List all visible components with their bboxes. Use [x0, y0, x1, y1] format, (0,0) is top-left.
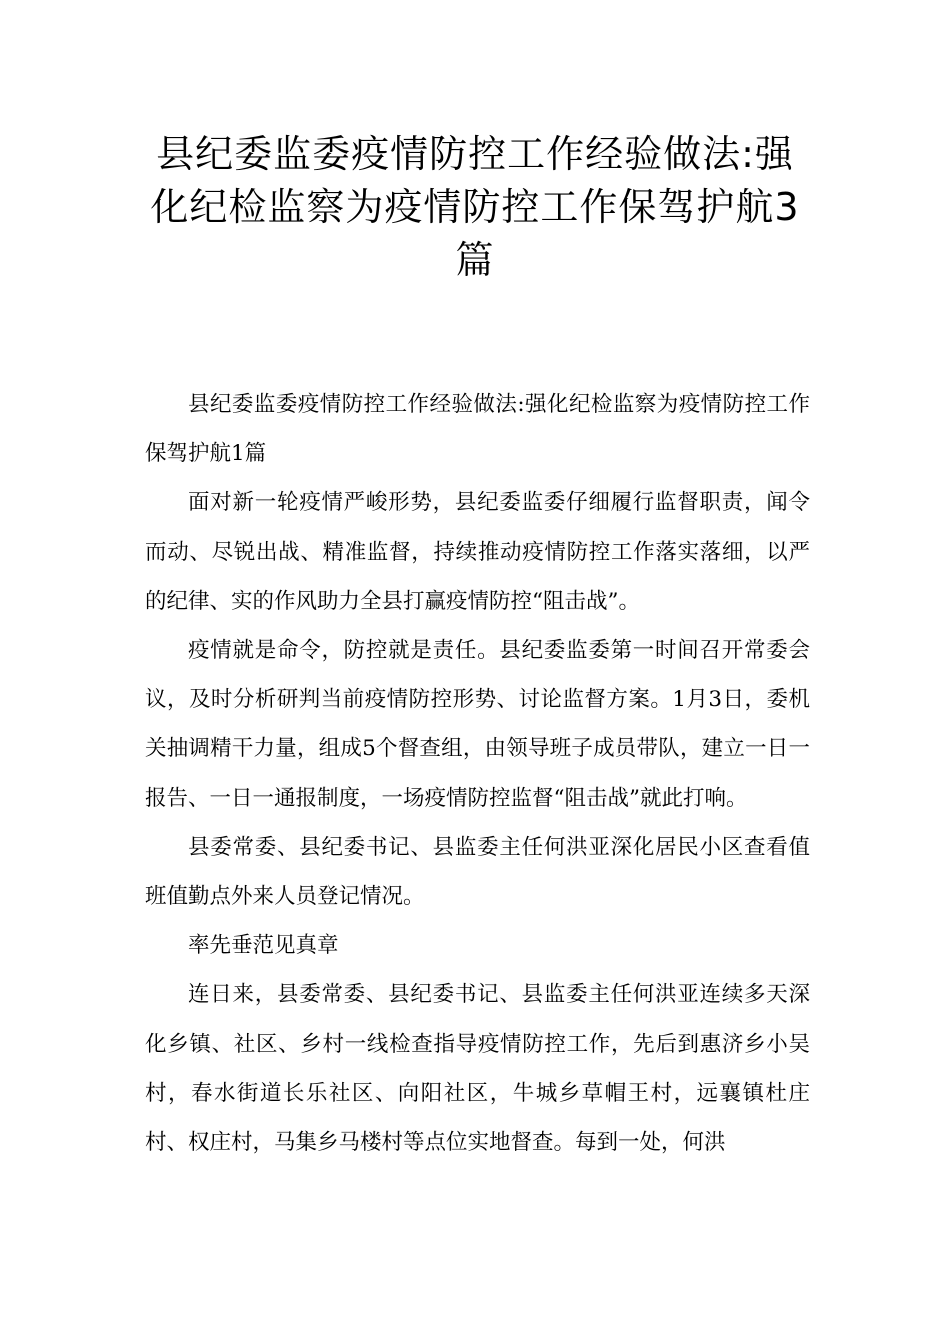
paragraph-subtitle: 县纪委监委疫情防控工作经验做法:强化纪检监察为疫情防控工作保驾护航1篇	[145, 392, 810, 467]
paragraph: 连日来，县委常委、县纪委书记、县监委主任何洪亚连续多天深化乡镇、社区、乡村一线检查指导疫情防控工作，先后到惠济乡小吴村，春水街道长乐社区、向阳社区，牛城乡草帽王村，远襄镇杜庄村、权庄村，马集乡马楼村等点位实地督查。每到一处，何洪	[145, 982, 810, 1156]
document-body	[145, 380, 810, 1167]
section-heading: 率先垂范见真章	[188, 933, 339, 959]
paragraph: 县委常委、县纪委书记、县监委主任何洪亚深化居民小区查看值班值勤点外来人员登记情况。	[145, 834, 810, 910]
paragraph: 疫情就是命令，防控就是责任。县纪委监委第一时间召开常委会议，及时分析研判当前疫情防控形势、讨论监督方案。1月3日，委机关抽调精干力量，组成5个督查组，由领导班子成员带队，建立一日一报告、一日一通报制度，一场疫情防控监督“阻击战”就此打响。	[145, 638, 810, 811]
paragraph: 面对新一轮疫情严峻形势，县纪委监委仔细履行监督职责，闻令而动、尽锐出战、精准监督，持续推动疫情防控工作落实落细，以严的纪律、实的作风助力全县打赢疫情防控“阻击战”。	[145, 490, 810, 614]
document-title: 县纪委监委疫情防控工作经验做法:强化纪检监察为疫情防控工作保驾护航3篇	[150, 132, 800, 282]
